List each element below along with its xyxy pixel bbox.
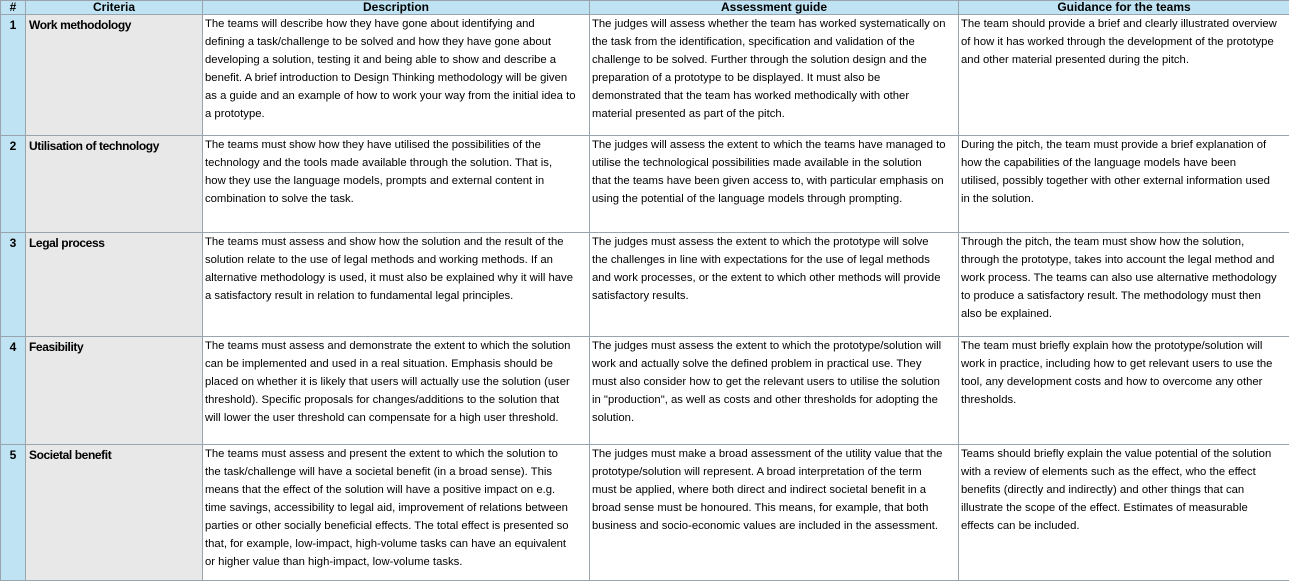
text-line: to produce a satisfactory result. The methodology must then: [961, 287, 1289, 305]
criteria-cell[interactable]: Work methodology: [26, 15, 203, 136]
text-line: threshold). Specific proposals for changes/additions to the solution that: [205, 391, 589, 409]
text-line: Teams should briefly explain the value potential of the solution: [961, 445, 1289, 463]
text-line: The judges must assess the extent to which the prototype will solve: [592, 233, 958, 251]
text-line: The judges must assess the extent to which the prototype/solution will: [592, 337, 958, 355]
header-criteria[interactable]: Criteria: [26, 1, 203, 15]
text-line: The judges will assess whether the team has worked systematically on: [592, 15, 958, 33]
text-line: benefit. A brief introduction to Design Thinking methodology will be given: [205, 69, 589, 87]
text-line: through the prototype, takes into account the legal method and: [961, 251, 1289, 269]
text-line: time savings, accessibility to legal aid, improvement of relations between: [205, 499, 589, 517]
text-line: The team must briefly explain how the prototype/solution will: [961, 337, 1289, 355]
text-line: and other material presented during the pitch.: [961, 51, 1289, 69]
text-line: placed on whether it is likely that users will actually use the solution (user: [205, 373, 589, 391]
criteria-cell[interactable]: Utilisation of technology: [26, 136, 203, 233]
text-line: The judges must make a broad assessment of the utility value that the: [592, 445, 958, 463]
row-number-cell[interactable]: 5: [1, 445, 26, 581]
table-row: [1, 337, 1289, 445]
table-row: [1, 15, 1289, 136]
table-row: [1, 233, 1289, 337]
text-line: work process. The teams can also use alternative methodology: [961, 269, 1289, 287]
guidance-cell[interactable]: [959, 15, 1289, 136]
text-line: means that the effect of the solution will have a positive impact on e.g.: [205, 481, 589, 499]
text-line: benefits (directly and indirectly) and other things that can: [961, 481, 1289, 499]
header-description[interactable]: Description: [203, 1, 590, 15]
text-line: The teams must show how they have utilised the possibilities of the: [205, 136, 589, 154]
text-line: as a guide and an example of how to work your way from the initial idea to: [205, 87, 589, 105]
guidance-cell[interactable]: [959, 233, 1289, 337]
text-line: parties or other socially beneficial effects. The total effect is presented so: [205, 517, 589, 535]
text-line: combination to solve the task.: [205, 190, 589, 208]
text-line: also be explained.: [961, 305, 1289, 323]
text-line: challenge to be solved. Further through the solution design and the: [592, 51, 958, 69]
criteria-cell[interactable]: Legal process: [26, 233, 203, 337]
text-line: thresholds.: [961, 391, 1289, 409]
text-line: how they use the language models, prompts and external content in: [205, 172, 589, 190]
assessment-cell[interactable]: [590, 445, 959, 581]
text-line: preparation of a prototype to be displayed. It must also be: [592, 69, 958, 87]
text-line: The teams must assess and present the extent to which the solution to: [205, 445, 589, 463]
text-line: in "production", as well as costs and other thresholds for adopting the: [592, 391, 958, 409]
header-guidance[interactable]: Guidance for the teams: [959, 1, 1289, 15]
text-line: or higher value than high-impact, low-volume tasks.: [205, 553, 589, 571]
text-line: solution.: [592, 409, 958, 427]
row-number-cell[interactable]: 2: [1, 136, 26, 233]
criteria-cell[interactable]: Feasibility: [26, 337, 203, 445]
description-cell[interactable]: [203, 136, 590, 233]
text-line: with a review of elements such as the effect, who the effect: [961, 463, 1289, 481]
text-line: using the potential of the language models through prompting.: [592, 190, 958, 208]
text-line: The team should provide a brief and clearly illustrated overview: [961, 15, 1289, 33]
guidance-cell[interactable]: [959, 445, 1289, 581]
text-line: solution relate to the use of legal methods and working methods. If an: [205, 251, 589, 269]
text-line: effects can be included.: [961, 517, 1289, 535]
assessment-cell[interactable]: [590, 337, 959, 445]
assessment-cell[interactable]: [590, 233, 959, 337]
row-number-cell[interactable]: 3: [1, 233, 26, 337]
description-cell[interactable]: [203, 15, 590, 136]
text-line: demonstrated that the team has worked methodically with other: [592, 87, 958, 105]
text-line: must be applied, where both direct and indirect societal benefit in a: [592, 481, 958, 499]
text-line: that, for example, low-impact, high-volume tasks can have an equivalent: [205, 535, 589, 553]
text-line: will lower the user threshold can compensate for a high user threshold.: [205, 409, 589, 427]
text-line: can be implemented and used in a real situation. Emphasis should be: [205, 355, 589, 373]
text-line: illustrate the scope of the effect. Estimates of measurable: [961, 499, 1289, 517]
row-number-cell[interactable]: 4: [1, 337, 26, 445]
text-line: utilised, possibly together with other external information used: [961, 172, 1289, 190]
assessment-cell[interactable]: [590, 15, 959, 136]
text-line: of how it has worked through the development of the prototype: [961, 33, 1289, 51]
description-cell[interactable]: [203, 445, 590, 581]
guidance-cell[interactable]: [959, 136, 1289, 233]
description-cell[interactable]: [203, 233, 590, 337]
text-line: broad sense must be honoured. This means, for example, that both: [592, 499, 958, 517]
guidance-cell[interactable]: [959, 337, 1289, 445]
text-line: work and actually solve the defined problem in practical use. They: [592, 355, 958, 373]
text-line: must also consider how to get the relevant users to utilise the solution: [592, 373, 958, 391]
table-row: [1, 445, 1289, 581]
text-line: The teams must assess and show how the solution and the result of the: [205, 233, 589, 251]
text-line: utilise the technological possibilities made available in the solution: [592, 154, 958, 172]
text-line: the challenges in line with expectations for the use of legal methods: [592, 251, 958, 269]
header-row: [1, 1, 1289, 15]
text-line: work in practice, including how to get relevant users to use the: [961, 355, 1289, 373]
row-number-cell[interactable]: 1: [1, 15, 26, 136]
text-line: the task/challenge will have a societal benefit (in a broad sense). This: [205, 463, 589, 481]
table-row: [1, 136, 1289, 233]
text-line: how the capabilities of the language models have been: [961, 154, 1289, 172]
text-line: a prototype.: [205, 105, 589, 123]
header-num[interactable]: #: [1, 1, 26, 15]
header-assessment-guide[interactable]: Assessment guide: [590, 1, 959, 15]
text-line: Through the pitch, the team must show how the solution,: [961, 233, 1289, 251]
text-line: and work processes, or the extent to which other methods will provide: [592, 269, 958, 287]
text-line: alternative methodology is used, it must also be explained why it will have: [205, 269, 589, 287]
text-line: defining a task/challenge to be solved and how they have gone about: [205, 33, 589, 51]
criteria-cell[interactable]: Societal benefit: [26, 445, 203, 581]
text-line: The judges will assess the extent to which the teams have managed to: [592, 136, 958, 154]
text-line: technology and the tools made available through the solution. That is,: [205, 154, 589, 172]
text-line: developing a solution, testing it and being able to show and describe a: [205, 51, 589, 69]
text-line: that the teams have been given access to, with particular emphasis on: [592, 172, 958, 190]
text-line: in the solution.: [961, 190, 1289, 208]
text-line: prototype/solution will represent. A broad interpretation of the term: [592, 463, 958, 481]
text-line: business and socio-economic values are included in the assessment.: [592, 517, 958, 535]
text-line: satisfactory results.: [592, 287, 958, 305]
text-line: tool, any development costs and how to overcome any other: [961, 373, 1289, 391]
text-line: The teams will describe how they have gone about identifying and: [205, 15, 589, 33]
text-line: The teams must assess and demonstrate the extent to which the solution: [205, 337, 589, 355]
text-line: material presented as part of the pitch.: [592, 105, 958, 123]
description-cell[interactable]: [203, 337, 590, 445]
text-line: During the pitch, the team must provide a brief explanation of: [961, 136, 1289, 154]
text-line: the task from the identification, specification and validation of the: [592, 33, 958, 51]
assessment-cell[interactable]: [590, 136, 959, 233]
text-line: a satisfactory result in relation to fundamental legal principles.: [205, 287, 589, 305]
